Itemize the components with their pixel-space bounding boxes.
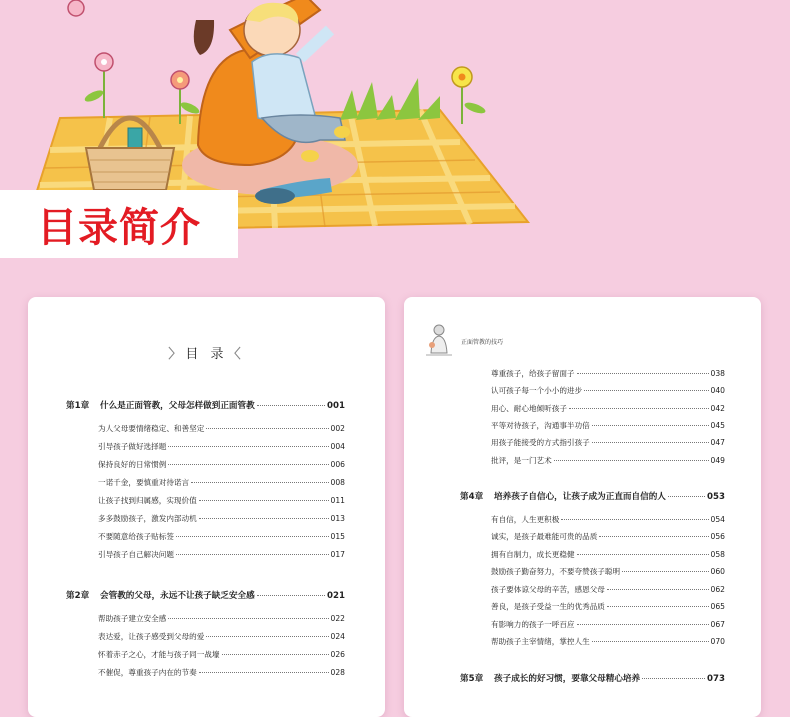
page-number: 060 xyxy=(710,567,725,576)
running-head: 正面管教的技巧 xyxy=(461,339,504,346)
leader-dots xyxy=(642,678,705,679)
toc-entry[interactable] xyxy=(98,495,345,506)
left-chevron-icon: 〉 xyxy=(168,347,186,362)
grass-icon xyxy=(340,78,440,120)
leader-dots xyxy=(257,405,325,406)
toc-entry[interactable] xyxy=(98,631,345,642)
toc-entry[interactable] xyxy=(98,459,345,470)
page-number: 017 xyxy=(330,550,345,559)
toc-entry[interactable] xyxy=(491,619,725,630)
toc-entry[interactable] xyxy=(491,420,725,431)
chapter-number: 第2章 xyxy=(66,591,90,601)
page-number: 053 xyxy=(707,492,725,502)
leader-dots xyxy=(257,595,325,596)
page-number: 021 xyxy=(327,591,345,601)
leader-dots xyxy=(554,460,709,461)
right-chevron-icon: 〈 xyxy=(227,347,245,362)
toc-entry[interactable] xyxy=(98,423,345,434)
chapter-row[interactable] xyxy=(66,399,345,411)
entry-title: 表达爱，让孩子感受到父母的爱 xyxy=(98,632,205,641)
entry-title: 诚实，是孩子最难能可贵的品质 xyxy=(491,532,598,541)
chapter-number: 第1章 xyxy=(66,401,90,411)
leader-dots xyxy=(592,442,709,443)
leader-dots xyxy=(607,606,709,607)
toc-entry[interactable] xyxy=(491,403,725,414)
toc-entry[interactable] xyxy=(98,613,345,624)
chapter-number: 第4章 xyxy=(460,492,484,502)
toc-entry[interactable] xyxy=(491,514,725,525)
page-number: 026 xyxy=(330,650,345,659)
leader-dots xyxy=(191,482,328,483)
toc-entry[interactable] xyxy=(98,531,345,542)
page-number: 011 xyxy=(330,496,345,505)
flower-icon xyxy=(68,0,84,16)
toc-entry[interactable] xyxy=(491,549,725,560)
leader-dots xyxy=(561,519,708,520)
toc-entry[interactable] xyxy=(98,477,345,488)
entry-title: 帮助孩子主宰情绪，掌控人生 xyxy=(491,637,590,646)
toc-entry[interactable] xyxy=(491,601,725,612)
leader-dots xyxy=(206,636,328,637)
chapter-title: 培养孩子自信心，让孩子成为正直而自信的人 xyxy=(494,492,666,502)
toc-heading xyxy=(28,343,385,362)
page-number: 073 xyxy=(707,674,725,684)
page-number: 042 xyxy=(710,404,725,413)
page-number: 056 xyxy=(710,532,725,541)
leader-dots xyxy=(577,554,709,555)
leader-dots xyxy=(599,536,708,537)
page-number: 038 xyxy=(710,369,725,378)
leader-dots xyxy=(168,618,328,619)
leader-dots xyxy=(584,390,708,391)
entry-title: 引导孩子做好选择题 xyxy=(98,442,167,451)
leader-dots xyxy=(577,373,709,374)
entry-title: 善良，是孩子受益一生的优秀品质 xyxy=(491,602,605,611)
flower-icon xyxy=(83,53,113,118)
entry-title: 一诺千金，要慎重对待诺言 xyxy=(98,478,190,487)
toc-entry[interactable] xyxy=(491,368,725,379)
leader-dots xyxy=(199,672,329,673)
mother-child-icon xyxy=(424,323,454,357)
chapter-title: 什么是正面管教，父母怎样做到正面管教 xyxy=(100,401,255,411)
entry-title: 用孩子能接受的方式指引孩子 xyxy=(491,438,590,447)
chapter-number: 第5章 xyxy=(460,674,484,684)
chapter-title: 孩子成长的好习惯，要靠父母精心培养 xyxy=(494,674,641,684)
entry-title: 让孩子找到归属感，实现价值 xyxy=(98,496,197,505)
toc-entry[interactable] xyxy=(98,513,345,524)
toc-entry[interactable] xyxy=(491,437,725,448)
chapter-title: 会管教的父母，永远不让孩子缺乏安全感 xyxy=(100,591,255,601)
entry-title: 认可孩子每一个小小的进步 xyxy=(491,386,583,395)
entry-title: 平等对待孩子，沟通事半功倍 xyxy=(491,421,590,430)
toc-entry[interactable] xyxy=(491,566,725,577)
entry-title: 保持良好的日常惯例 xyxy=(98,460,167,469)
toc-entry[interactable] xyxy=(98,649,345,660)
page-number: 067 xyxy=(710,620,725,629)
section-title: 目录简介 xyxy=(37,204,201,251)
toc-entry[interactable] xyxy=(491,455,725,466)
leader-dots xyxy=(569,408,709,409)
toc-entry[interactable] xyxy=(491,385,725,396)
page-number: 006 xyxy=(330,460,345,469)
leader-dots xyxy=(176,554,329,555)
entry-title: 用心、耐心地倾听孩子 xyxy=(491,404,567,413)
toc-heading-text: 目 录 xyxy=(185,347,228,362)
entry-title: 尊重孩子，给孩子留面子 xyxy=(491,369,575,378)
leader-dots xyxy=(199,500,329,501)
entry-title: 帮助孩子建立安全感 xyxy=(98,614,167,623)
page-number: 024 xyxy=(330,632,345,641)
leader-dots xyxy=(622,571,708,572)
section-title-box xyxy=(0,190,238,258)
entry-title: 鼓励孩子勤奋努力，不要夸赞孩子聪明 xyxy=(491,567,621,576)
leader-dots xyxy=(176,536,329,537)
entry-title: 拥有自制力，成长更稳健 xyxy=(491,550,575,559)
toc-entry[interactable] xyxy=(98,441,345,452)
toc-page-right xyxy=(404,297,761,717)
leader-dots xyxy=(222,654,329,655)
toc-entry[interactable] xyxy=(491,584,725,595)
flower-icon xyxy=(452,67,487,124)
leader-dots xyxy=(168,446,328,447)
entry-title: 不要随意给孩子贴标签 xyxy=(98,532,174,541)
leader-dots xyxy=(592,425,709,426)
page-number: 058 xyxy=(710,550,725,559)
entry-title: 多多鼓励孩子，激发内部动机 xyxy=(98,514,197,523)
page-number: 022 xyxy=(330,614,345,623)
leader-dots xyxy=(577,624,709,625)
entry-title: 怀着赤子之心，才能与孩子同一战壕 xyxy=(98,650,220,659)
leader-dots xyxy=(199,518,329,519)
toc-entry[interactable] xyxy=(98,549,345,560)
page-number: 013 xyxy=(330,514,345,523)
entry-title: 有影响力的孩子一呼百应 xyxy=(491,620,575,629)
chapter-row[interactable] xyxy=(460,490,725,502)
page-number: 002 xyxy=(330,424,345,433)
leader-dots xyxy=(168,464,328,465)
leader-dots xyxy=(206,428,328,429)
entry-title: 孩子要体谅父母的辛苦，感恩父母 xyxy=(491,585,605,594)
entry-title: 不催促，尊重孩子内在的节奏 xyxy=(98,668,197,677)
toc-entry[interactable] xyxy=(98,667,345,678)
toc-page-left xyxy=(28,297,385,717)
page-number: 028 xyxy=(330,668,345,677)
page-number: 062 xyxy=(710,585,725,594)
chapter-row[interactable] xyxy=(66,589,345,601)
page-number: 015 xyxy=(330,532,345,541)
page-number: 054 xyxy=(710,515,725,524)
page-number: 045 xyxy=(710,421,725,430)
page-number: 001 xyxy=(327,401,345,411)
leader-dots xyxy=(668,496,705,497)
entry-title: 为人父母要情绪稳定、和善坚定 xyxy=(98,424,205,433)
page-number: 070 xyxy=(710,637,725,646)
page-number: 065 xyxy=(710,602,725,611)
toc-entry[interactable] xyxy=(491,531,725,542)
entry-title: 批评，是一门艺术 xyxy=(491,456,552,465)
entry-title: 有自信，人生更积极 xyxy=(491,515,560,524)
page-number: 047 xyxy=(710,438,725,447)
toc-entry[interactable] xyxy=(491,636,725,647)
page-number: 004 xyxy=(330,442,345,451)
page-number: 040 xyxy=(710,386,725,395)
chapter-row[interactable] xyxy=(460,672,725,684)
leader-dots xyxy=(607,589,709,590)
leader-dots xyxy=(592,641,709,642)
page-number: 049 xyxy=(710,456,725,465)
page-number: 008 xyxy=(330,478,345,487)
entry-title: 引导孩子自己解决问题 xyxy=(98,550,174,559)
